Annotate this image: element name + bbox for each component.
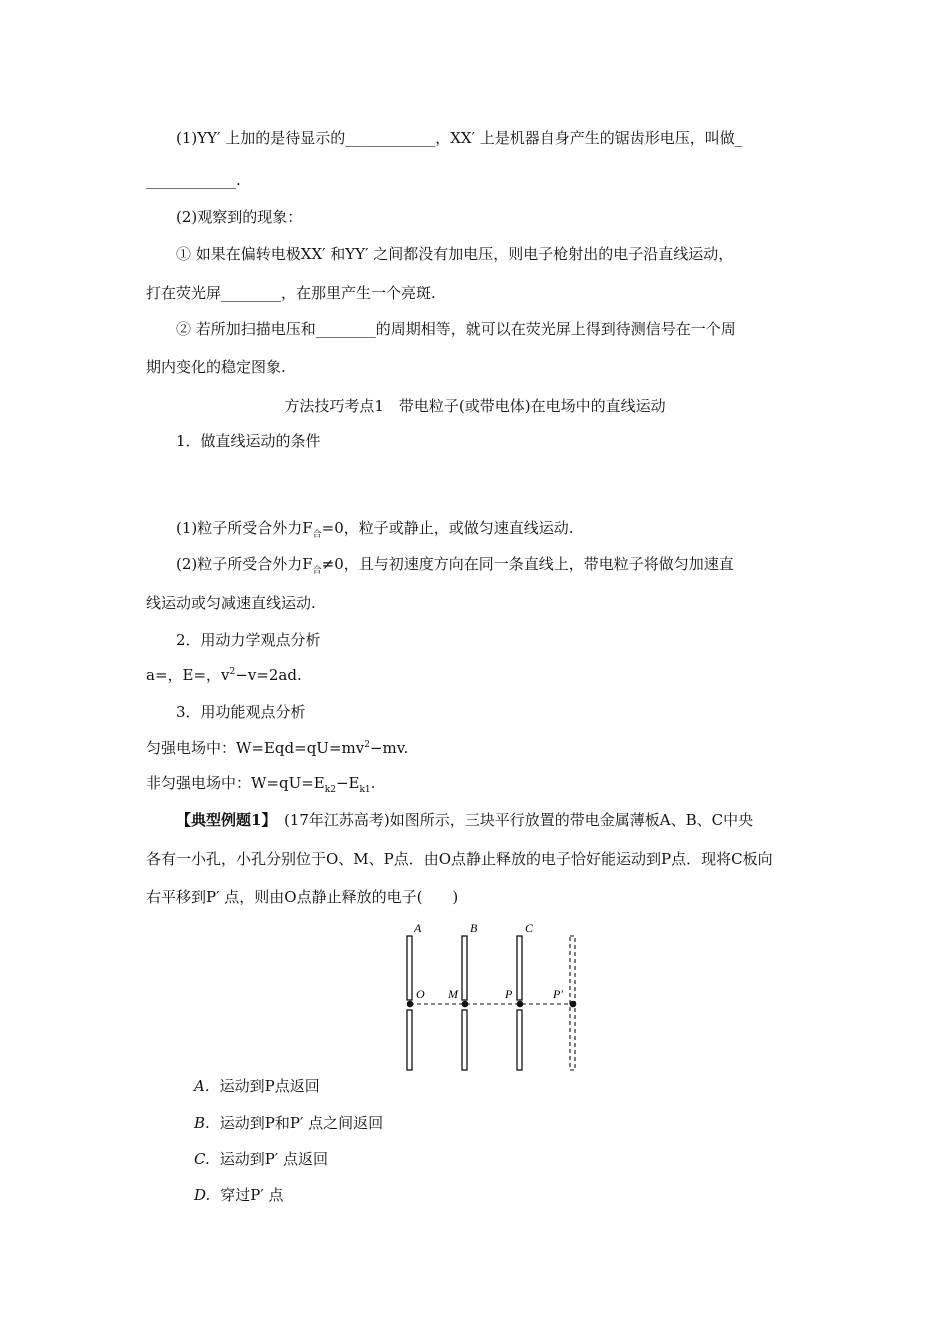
para-4-line-1: ② 若所加扫描电压和________的周期相等，就可以在荧光屏上得到待测信号在一个周 [176, 320, 736, 338]
plate-c-upper [517, 936, 522, 1000]
plate-label-b: B [470, 921, 478, 935]
condition-2-line-1 [176, 554, 734, 574]
para-2: (2)观察到的现象： [176, 208, 303, 226]
hole-m-dot [462, 1001, 469, 1008]
condition-2-line-2: 线运动或匀减速直线运动. [146, 594, 316, 612]
option-b-letter: B. [194, 1114, 210, 1132]
option-b[interactable] [194, 1113, 383, 1133]
subheading-2: 2．用动力学观点分析 [176, 631, 321, 649]
point-label-m: M [448, 987, 458, 1001]
condition-2-sub: 合 [312, 566, 322, 576]
hole-o-dot [407, 1001, 414, 1008]
condition-1-pre: (1)粒子所受合外力F [176, 519, 313, 537]
formula-dynamics-sup: 2 [229, 667, 236, 677]
plates-figure [395, 918, 585, 1076]
option-b-text: 运动到P和P′ 点之间返回 [219, 1114, 384, 1132]
formula-dynamics-post: −v=2ad. [235, 666, 302, 684]
point-label-p: P [505, 987, 513, 1001]
example-tag: 【典型例题1】 [176, 811, 269, 829]
plate-b-upper [462, 936, 467, 1000]
formula-dynamics-pre: a=，E=，v [146, 666, 230, 684]
condition-1-sub: 合 [312, 530, 322, 540]
option-c-text: 运动到P′ 点返回 [219, 1150, 328, 1168]
subheading-3: 3．用功能观点分析 [176, 703, 306, 721]
plate-a-upper [407, 936, 412, 1000]
hole-p-dot [517, 1001, 524, 1008]
plate-b-lower [462, 1010, 467, 1070]
option-c[interactable] [194, 1149, 328, 1169]
formula-uniform-post: −mv. [369, 739, 409, 757]
formula-uniform-pre: 匀强电场中：W=Eqd=qU=mv [146, 739, 365, 757]
plate-a-lower [407, 1010, 412, 1070]
formula-nonuniform-sub-1: k2 [324, 785, 336, 795]
example-text-1: (17年江苏高考)如图所示，三块平行放置的带电金属薄板A、B、C中央 [268, 811, 754, 829]
para-4-line-2: 期内变化的稳定图象. [146, 358, 286, 376]
hole-p-prime-dot [570, 1001, 577, 1008]
option-c-letter: C. [194, 1150, 210, 1168]
para-3-line-1: ① 如果在偏转电极XX′ 和YY′ 之间都没有加电压，则电子枪射出的电子沿直线运动， [176, 245, 734, 263]
section-heading: 方法技巧考点1 带电粒子(或带电体)在电场中的直线运动 [284, 397, 666, 415]
example-line-1 [176, 810, 753, 830]
option-a-letter: A. [194, 1077, 210, 1095]
example-line-2: 各有一小孔，小孔分别位于O、M、P点．由O点静止释放的电子恰好能运动到P点．现将C板向 [146, 850, 773, 868]
condition-2-post: ≠0，且与初速度方向在同一条直线上，带电粒子将做匀加速直 [321, 555, 734, 573]
subheading-1: 1．做直线运动的条件 [176, 432, 321, 450]
point-label-o: O [416, 987, 425, 1001]
condition-2-pre: (2)粒子所受合外力F [176, 555, 313, 573]
para-1-line-2: ____________. [146, 171, 241, 189]
para-1-line-1: (1)YY′ 上加的是待显示的____________，XX′ 上是机器自身产生的锯齿形电压，叫做_ [176, 129, 743, 147]
option-d-letter: D. [194, 1186, 211, 1204]
formula-uniform-sup: 2 [364, 740, 370, 750]
formula-nonuniform-post: . [370, 774, 376, 792]
option-d[interactable] [194, 1185, 284, 1205]
plate-c-lower [517, 1010, 522, 1070]
formula-nonuniform-pre: 非匀强电场中：W=qU=E [146, 774, 325, 792]
condition-1 [176, 518, 574, 538]
plate-label-a: A [414, 921, 422, 935]
formula-nonuniform-mid: −E [335, 774, 360, 792]
para-3-line-2: 打在荧光屏________，在那里产生一个亮斑. [146, 284, 436, 302]
plate-label-c: C [525, 921, 534, 935]
condition-1-post: =0，粒子或静止，或做匀速直线运动. [321, 519, 574, 537]
formula-uniform-field [146, 738, 408, 758]
point-label-p-prime: P′ [553, 987, 563, 1001]
option-a-text: 运动到P点返回 [219, 1077, 320, 1095]
formula-nonuniform-field [146, 773, 375, 793]
formula-nonuniform-sub-2: k1 [359, 785, 371, 795]
example-line-3: 右平移到P′ 点，则由O点静止释放的电子( ) [146, 888, 459, 906]
option-d-text: 穿过P′ 点 [220, 1186, 284, 1204]
formula-dynamics [146, 665, 302, 685]
option-a[interactable] [194, 1076, 320, 1096]
